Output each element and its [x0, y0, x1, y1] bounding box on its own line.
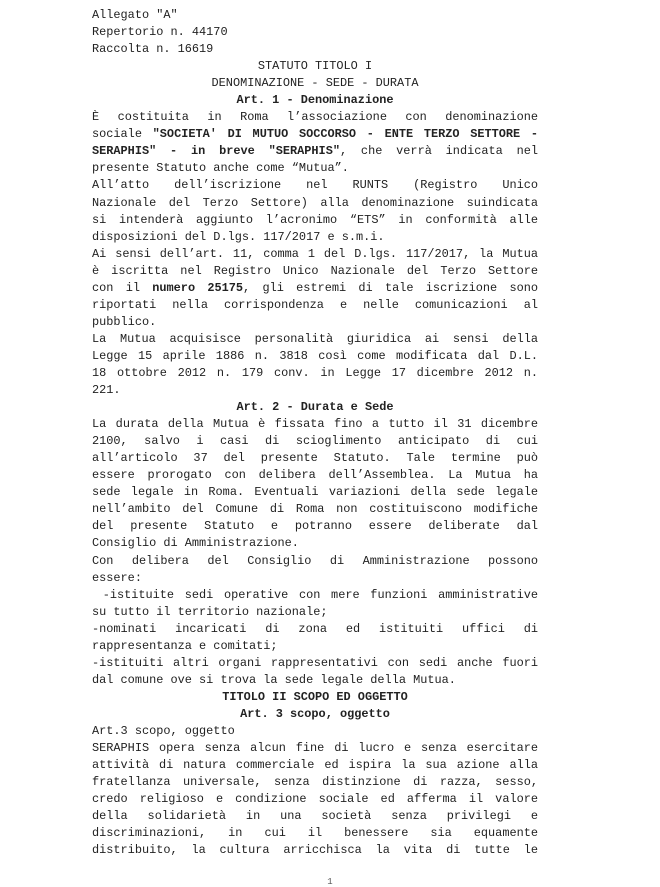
- paragraph-line: Consiglio di Amministrazione.: [92, 536, 299, 551]
- paragraph-line: credo religioso e condizione sociale ed afferma il valore: [92, 792, 538, 807]
- paragraph-line: La Mutua acquisisce personalità giuridica ai sensi della: [92, 331, 538, 346]
- paragraph-line: disposizioni del D.lgs. 117/2017 e s.m.i.: [92, 229, 385, 244]
- page-number: 1: [327, 877, 333, 887]
- paragraph-line: presente Statuto anche come “Mutua”.: [92, 161, 349, 176]
- paragraph-line: Legge 15 aprile 1886 n. 3818 così come modificata dal D.L.: [92, 348, 538, 363]
- paragraph-line: È costituita in Roma l’associazione con denominazione: [92, 110, 538, 125]
- paragraph-line: si intenderà aggiunto l’acronimo “ETS” in conformità alle: [92, 212, 538, 227]
- paragraph-line: essere:: [92, 570, 142, 585]
- paragraph-line: dal comune ove si trova la sede legale della Mutua.: [92, 672, 456, 687]
- paragraph-line: 2100, salvo i casi di scioglimento anticipato di cui: [92, 434, 538, 449]
- paragraph-line: 221.: [92, 383, 121, 398]
- registration-number: numero 25175: [152, 280, 244, 295]
- paragraph-line: rappresentanza e comitati;: [92, 638, 278, 653]
- paragraph-line: riportati nella corrispondenza e nelle comunicazioni al: [92, 297, 538, 312]
- paragraph-line: SERAPHIS opera senza alcun fine di lucro e senza esercitare: [92, 741, 538, 756]
- list-item: -nominati incaricati di zona ed istituiti uffici di: [92, 621, 538, 636]
- article-1-heading: Art. 1 - Denominazione: [236, 93, 394, 108]
- paragraph-line: distribuito, la cultura arricchisca la vita di tutte le: [92, 843, 538, 858]
- article-2-heading: Art. 2 - Durata e Sede: [236, 400, 394, 415]
- list-item: -istituite sedi operative con mere funzioni amministrative: [92, 587, 538, 602]
- paragraph-line: discriminazioni, in cui il benessere sia equamente: [92, 826, 538, 841]
- paragraph-line: attività di natura commerciale ed ispira la sua azione alla: [92, 758, 538, 773]
- article-3-heading: Art. 3 scopo, oggetto: [240, 706, 390, 721]
- paragraph-line: 18 ottobre 2012 n. 179 conv. in Legge 17 dicembre 2012 n.: [92, 365, 538, 380]
- society-short-name: SERAPHIS" - in breve "SERAPHIS": [92, 144, 340, 159]
- text-segment: , gli estremi di tale iscrizione sono: [243, 280, 538, 295]
- paragraph-line: pubblico.: [92, 314, 157, 329]
- paragraph-line: fratellanza universale, senza distinzione di razza, sesso,: [92, 775, 538, 790]
- paragraph-line: su tutto il territorio nazionale;: [92, 604, 328, 619]
- paragraph-line: sede legale in Roma. Eventuali variazioni della sede legale: [92, 485, 538, 500]
- paragraph-line: nell’ambito del Comune di Roma non costituiscono modifiche: [92, 502, 538, 517]
- paragraph-line: Ai sensi dell’art. 11, comma 1 del D.lgs. 117/2017, la Mutua: [92, 246, 538, 261]
- paragraph-line: La durata della Mutua è fissata fino a tutto il 31 dicembre: [92, 417, 538, 432]
- paragraph-line: all’articolo 37 del presente Statuto. Tale termine può: [92, 451, 538, 466]
- section-title-denominazione: DENOMINAZIONE - SEDE - DURATA: [211, 76, 419, 91]
- paragraph-line: All’atto dell’iscrizione nel RUNTS (Registro Unico: [92, 178, 538, 193]
- paragraph-line: essere prorogato con delibera dell’Assemblea. La Mutua ha: [92, 468, 538, 483]
- statuto-title: STATUTO TITOLO I: [257, 59, 373, 74]
- text-segment: , che verrà indicata nel: [339, 144, 538, 159]
- text-segment: sociale: [92, 127, 153, 142]
- document-page: [92, 7, 538, 859]
- paragraph-line: del presente Statuto e potranno essere deliberate dal: [92, 519, 538, 534]
- text-segment: con il: [92, 280, 153, 295]
- paragraph-line: [92, 143, 538, 160]
- paragraph-line: Con delibera del Consiglio di Amministrazione possono: [92, 553, 538, 568]
- list-item: -istituiti altri organi rappresentativi con sedi anche fuori: [92, 655, 538, 670]
- paragraph-line: [92, 280, 538, 297]
- article-3-subheading: Art.3 scopo, oggetto: [92, 723, 235, 738]
- society-name: "SOCIETA' DI MUTUO SOCCORSO - ENTE TERZO SETTORE -: [152, 127, 538, 142]
- paragraph-line: è iscritta nel Registro Unico Nazionale del Terzo Settore: [92, 263, 538, 278]
- raccolta-number: Raccolta n. 16619: [92, 42, 214, 57]
- paragraph-line: Nazionale del Terzo Settore) alla denominazione suindicata: [92, 195, 538, 210]
- paragraph-line: [92, 126, 538, 143]
- paragraph-line: della solidarietà in una società senza privilegi e: [92, 809, 538, 824]
- allegato-label: Allegato "A": [92, 8, 178, 22]
- titolo-2-heading: TITOLO II SCOPO ED OGGETTO: [222, 689, 408, 704]
- repertorio-number: Repertorio n. 44170: [92, 25, 228, 40]
